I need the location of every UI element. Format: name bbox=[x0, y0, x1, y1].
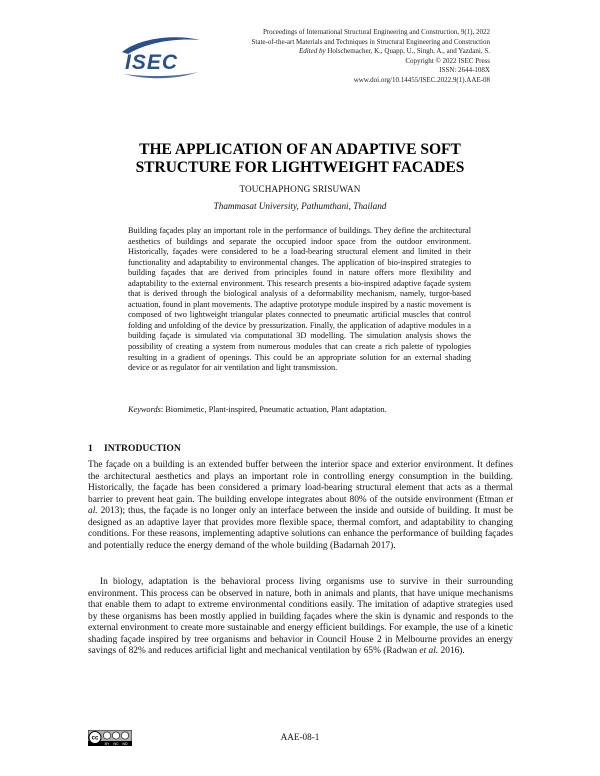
section-title: INTRODUCTION bbox=[104, 443, 181, 454]
intro-paragraph-1 bbox=[88, 460, 513, 552]
edited-by-label: Edited by bbox=[298, 47, 326, 56]
keywords-label: Keywords bbox=[128, 405, 161, 414]
proceedings-line-2: State-of-the-art Materials and Techniques in Structural Engineering and Construction bbox=[251, 37, 490, 46]
cc-nc-label: NC bbox=[113, 742, 119, 746]
paper-title bbox=[90, 141, 510, 177]
intro-paragraph-1-part-a: The façade on a building is an extended buffer between the interior space and exterior environment. It defines the architectural aesthetics and plays an important role in controlling energy consumption in the building. Historically, the façade has been considered a primary load-bearing structural element that acts as a thermal barrier to prevent heat gain. The building envelope integrates about 80% of the outside environment (Etman bbox=[88, 460, 513, 505]
editors-names: Holschemacher, K., Quapp, U., Singh, A., and Yazdani, S. bbox=[327, 47, 490, 56]
intro-paragraph-2-part-a: In biology, adaptation is the behavioral process living organisms use to survive in their surrounding environment. This process can be observed in nature, both in animals and plants, that have unique mechanisms that enable them to adapt to extreme environmental conditions easily. The imitation of adaptive strategies used by these organisms has been mostly applied in building façades where the skin is dynamic and responds to the external environment to create more sustainable and energy efficient buildings. For example, the use of a kinetic shading façade inspired by tree organisms and behavior in Council House 2 in Melbourne provides an energy savings of 82% and reduces artificial light and mechanical ventilation by 65% (Radwan bbox=[88, 577, 513, 656]
keywords-text: : Biomimetic, Plant-inspired, Pneumatic actuation, Plant adaptation. bbox=[160, 405, 387, 414]
cc-by-label: BY bbox=[104, 742, 110, 746]
editors-line bbox=[190, 47, 490, 57]
issn-line: ISSN: 2644-108X bbox=[439, 66, 490, 75]
proceedings-line-1: Proceedings of International Structural Engineering and Construction, 9(1), 2022 bbox=[262, 28, 490, 36]
cc-nd-label: ND bbox=[122, 742, 128, 746]
page-number: AAE-08-1 bbox=[280, 732, 320, 742]
paper-title-line-2: STRUCTURE FOR LIGHTWEIGHT FACADES bbox=[135, 159, 465, 176]
keywords bbox=[128, 405, 471, 416]
author-affiliation: Thammasat University, Pathumthani, Thailand bbox=[213, 201, 387, 211]
section-number: 1 bbox=[88, 443, 93, 454]
intro-paragraph-1-part-b: 2013); thus, the façade is no longer only an interface between the inside and outside of building. It must be designed as an adaptive layer that provides more flexible space, thermal comfort, and adaptability to changing conditions. For these reasons, implementing adaptive solutions can enhance the performance of building façades and potentially reduce the energy demand of the whole building (Badarnah 2017). bbox=[88, 506, 513, 551]
proceedings-header bbox=[190, 28, 490, 86]
intro-paragraph-1-etal: et al. bbox=[88, 494, 513, 516]
doi-link[interactable]: www.doi.org/10.14455/ISEC.2022.9(1).AAE-08 bbox=[353, 75, 490, 84]
intro-paragraph-2 bbox=[88, 577, 513, 658]
author-name: TOUCHAPHONG SRISUWAN bbox=[239, 184, 361, 194]
copyright-line: Copyright © 2022 ISEC Press bbox=[405, 56, 490, 65]
paper-title-line-1: THE APPLICATION OF AN ADAPTIVE SOFT bbox=[139, 141, 461, 158]
cc-icon: cc bbox=[91, 735, 99, 742]
abstract: Building façades play an important role in the performance of buildings. They define the architectural aesthetics of buildings and separate the occupied indoor space from the outdoor environment. Historically, façades were considered to be a load-bearing structural element and limited in their functionality and adaptability to environmental changes. The application of bio-inspired strategies to building façades that are derived from principles found in nature offers more flexibility and adaptability to the external environment. This research presents a bio-inspired adaptive façade system that is derived through the biological analysis of a deformability mechanism, namely, turgor-based actuation, found in plant movements. The adaptive prototype module inspired by a nastic movement is composed of two lightweight triangular plates connected to pneumatic artificial muscles that control folding and unfolding of the device by pressurization. Finally, the application of adaptive modules in a building façade is simulated via computational 3D modelling. The simulation analysis shows the possibility of creating a system from numerous modules that can create a rich palette of typologies resulting in a gradient of openings. This could be an appropriate solution for an external shading device or as regulator for air ventilation and light transmission. bbox=[128, 226, 471, 373]
logo-text: ISEC bbox=[125, 51, 179, 74]
section-heading-introduction bbox=[88, 443, 181, 454]
intro-paragraph-2-part-b: 2016). bbox=[438, 646, 465, 656]
intro-paragraph-2-etal: et al. bbox=[419, 646, 439, 656]
